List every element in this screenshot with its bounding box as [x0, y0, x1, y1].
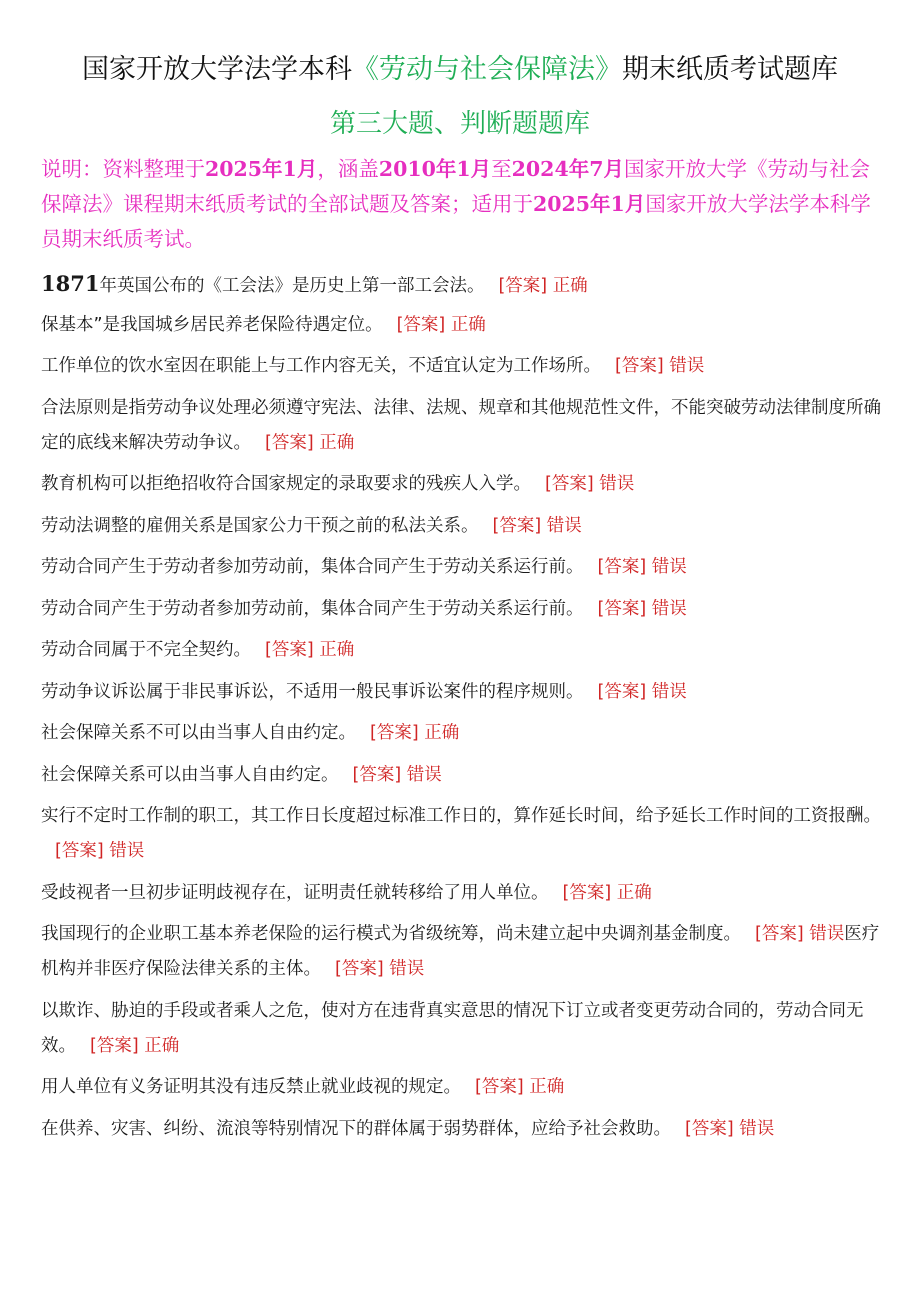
answer-value: 正确 [552, 276, 588, 296]
question-item [41, 716, 883, 751]
question-item [41, 266, 883, 301]
answer-value: 正确 [616, 882, 652, 903]
question-text: 受歧视者一旦初步证明歧视存在，证明责任就转移给了用人单位。 [41, 882, 549, 903]
answer [475, 1077, 564, 1097]
question-item [41, 467, 883, 502]
question-item [41, 876, 883, 911]
answer-value: 正确 [450, 314, 486, 335]
answer [493, 516, 582, 536]
answer-value: 错误 [599, 474, 635, 494]
question-item [41, 1070, 883, 1105]
question-text: 医疗机构并非医疗保险法律关系的主体。 [41, 924, 880, 979]
question-text: 工作单位的饮水室因在职能上与工作内容无关，不适宜认定为工作场所。 [41, 356, 601, 376]
answer-label: [答案] [90, 1035, 139, 1056]
answer-value: 错误 [669, 356, 705, 376]
answer-value: 错误 [546, 515, 582, 536]
note-date: 2024年7月 [511, 157, 624, 181]
answer-value: 正确 [529, 1077, 565, 1097]
answer-label: [答案] [597, 681, 647, 702]
question-text: 劳动争议诉讼属于非民事诉讼，不适用一般民事诉讼案件的程序规则。 [41, 681, 584, 702]
question-text: 劳动法调整的雇佣关系是国家公力干预之前的私法关系。 [41, 515, 479, 536]
answer [685, 1119, 774, 1139]
answer-label: [答案] [370, 723, 419, 743]
note-text: 国家开放大学法学本科学员期末纸质考试。 [41, 192, 871, 251]
title-prefix: 国家开放大学法学本科 [82, 54, 352, 85]
question-item [41, 994, 883, 1064]
answer [335, 959, 424, 979]
answer-value: 正确 [319, 432, 355, 453]
page-title [0, 50, 920, 90]
answer [755, 924, 844, 944]
answer-value: 正确 [144, 1035, 180, 1056]
question-text: 劳动合同属于不完全契约。 [41, 640, 251, 660]
question-item [41, 550, 883, 585]
answer [55, 841, 144, 861]
answer-label: [答案] [352, 764, 402, 785]
question-text: 年英国公布的《工会法》是历史上第一部工会法。 [99, 276, 485, 296]
answer-label: [答案] [755, 924, 804, 944]
question-text: 合法原则是指劳动争议处理必须遵守宪法、法律、法规、规章和其他规范性文件，不能突破劳动法律制度所确定的底线来解决劳动争议。 [41, 397, 881, 453]
title-course: 《劳动与社会保障法》 [352, 54, 622, 85]
answer [598, 682, 687, 702]
note-text: ，涵盖 [317, 157, 379, 181]
answer-label: [答案] [265, 640, 314, 660]
answer-value: 错误 [739, 1118, 775, 1139]
question-item [41, 391, 883, 461]
question-item [41, 633, 883, 668]
question-text: 以欺诈、胁迫的手段或者乘人之危，使对方在违背真实意思的情况下订立或者变更劳动合同的，劳动合同无效。 [41, 1000, 864, 1056]
answer-label: [答案] [685, 1118, 734, 1139]
description-note [41, 152, 883, 257]
note-text: 至 [491, 157, 512, 181]
answer [265, 433, 354, 453]
question-item [41, 799, 883, 869]
answer-value: 错误 [389, 959, 425, 979]
question-item [41, 349, 883, 384]
answer-label: [答案] [597, 557, 647, 577]
answer-label: [答案] [55, 841, 104, 861]
answer [370, 723, 459, 743]
answer-label: [答案] [597, 598, 647, 619]
question-text: 保基本”是我国城乡居民养老保险待遇定位。 [41, 314, 383, 335]
answer-value: 正确 [424, 723, 460, 743]
note-date: 2010年1月 [378, 157, 492, 181]
answer [353, 765, 442, 785]
answer [397, 315, 486, 335]
answer [498, 276, 587, 296]
question-item [41, 308, 883, 343]
question-text: 教育机构可以拒绝招收符合国家规定的录取要求的残疾人入学。 [41, 474, 531, 494]
answer-label: [答案] [492, 515, 542, 536]
answer-label: [答案] [335, 959, 384, 979]
note-text: 说明：资料整理于 [41, 157, 205, 181]
question-item [41, 1112, 883, 1147]
question-text: 我国现行的企业职工基本养老保险的运行模式为省级统筹，尚未建立起中央调剂基金制度。 [41, 924, 741, 944]
answer-value: 错误 [651, 681, 687, 702]
question-item [41, 509, 883, 544]
question-item [41, 917, 883, 987]
question-lead-number: 1871 [41, 271, 100, 296]
question-text: 社会保障关系不可以由当事人自由约定。 [41, 723, 356, 743]
answer-label: [答案] [475, 1077, 524, 1097]
section-subtitle: 第三大题、判断题题库 [329, 109, 590, 139]
answer-label: [答案] [615, 356, 664, 376]
answer-value: 错误 [406, 764, 442, 785]
note-text: 国家开放大学《劳动与社会保障法》课程期末纸质考试的全部试题及答案；适用于 [41, 157, 870, 216]
question-item [41, 592, 883, 627]
answer [598, 557, 687, 577]
question-text: 劳动合同产生于劳动者参加劳动前，集体合同产生于劳动关系运行前。 [41, 598, 584, 619]
question-text: 实行不定时工作制的职工，其工作日长度超过标准工作日的，算作延长时间，给予延长工作时间的工资报酬。 [41, 806, 881, 826]
question-text: 在供养、灾害、纠纷、流浪等特别情况下的群体属于弱势群体，应给予社会救助。 [41, 1118, 671, 1139]
answer-label: [答案] [498, 276, 548, 296]
note-date: 2025年1月 [533, 192, 646, 216]
question-text: 用人单位有义务证明其没有违反禁止就业歧视的规定。 [41, 1077, 461, 1097]
title-suffix: 期末纸质考试题库 [622, 54, 838, 85]
answer [90, 1036, 179, 1056]
answer [563, 883, 652, 903]
answer-label: [答案] [562, 882, 612, 903]
question-text: 社会保障关系可以由当事人自由约定。 [41, 764, 339, 785]
answer [615, 356, 704, 376]
question-item [41, 758, 883, 793]
answer-label: [答案] [396, 314, 446, 335]
answer [598, 599, 687, 619]
answer-value: 错误 [651, 598, 687, 619]
answer-value: 错误 [651, 557, 687, 577]
answer [545, 474, 634, 494]
note-date: 2025年1月 [205, 157, 318, 181]
question-list [41, 266, 883, 1153]
answer-label: [答案] [545, 474, 594, 494]
answer-label: [答案] [265, 432, 314, 453]
answer-value: 错误 [809, 924, 845, 944]
question-item [41, 675, 883, 710]
answer-value: 正确 [319, 640, 355, 660]
question-text: 劳动合同产生于劳动者参加劳动前，集体合同产生于劳动关系运行前。 [41, 557, 584, 577]
answer [265, 640, 354, 660]
answer-value: 错误 [109, 841, 145, 861]
